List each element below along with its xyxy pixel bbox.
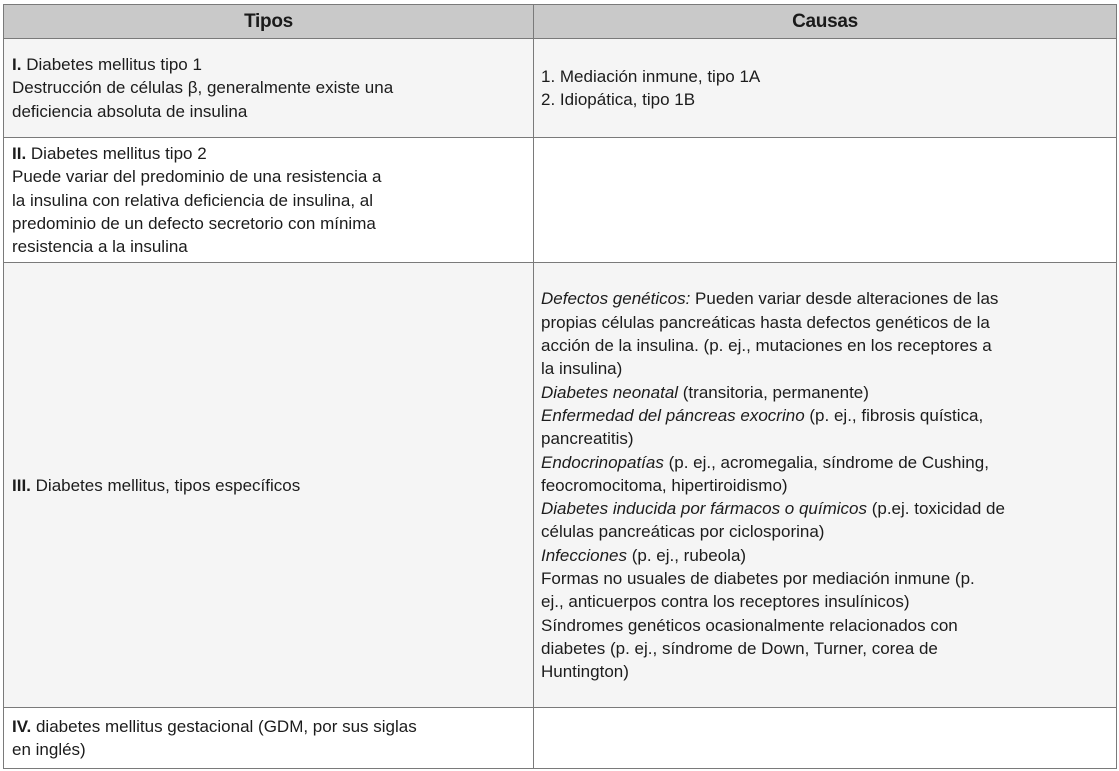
type-cell-4 bbox=[4, 708, 534, 769]
cause-term: Diabetes inducida por fármacos o químicos bbox=[541, 499, 867, 519]
type-desc-line: deficiencia absoluta de insulina bbox=[12, 101, 248, 121]
type-heading bbox=[12, 142, 525, 165]
diabetes-types-table bbox=[3, 4, 1117, 769]
table-header-row bbox=[4, 5, 1117, 39]
cause-line: Síndromes genéticos ocasionalmente relacionados con bbox=[541, 615, 958, 635]
cause-cell-4 bbox=[534, 708, 1117, 769]
cause-text: (transitoria, permanente) bbox=[678, 382, 869, 402]
cause-line: la insulina) bbox=[541, 359, 623, 379]
cause-text: (p.ej. toxicidad de bbox=[867, 499, 1005, 519]
cause-term: Defectos genéticos: bbox=[541, 289, 691, 309]
table-row bbox=[4, 39, 1117, 138]
type-cell-3 bbox=[4, 263, 534, 708]
cause-line bbox=[541, 404, 1108, 427]
cause-line: ej., anticuerpos contra los receptores insulínicos) bbox=[541, 592, 910, 612]
cause-text: Pueden variar desde alteraciones de las bbox=[690, 289, 999, 309]
cause-term: Enfermedad del páncreas exocrino bbox=[541, 405, 805, 425]
table-row bbox=[4, 263, 1117, 708]
cause-cell-1 bbox=[534, 39, 1117, 138]
cause-line: diabetes (p. ej., síndrome de Down, Turner, corea de bbox=[541, 638, 938, 658]
cause-line: propias células pancreáticas hasta defectos genéticos de la bbox=[541, 312, 990, 332]
cause-text: (p. ej., rubeola) bbox=[627, 545, 747, 565]
type-title: Diabetes mellitus tipo 1 bbox=[26, 55, 202, 75]
cause-term: Endocrinopatías bbox=[541, 452, 664, 472]
type-desc-line: en inglés) bbox=[12, 740, 86, 760]
cause-line: acción de la insulina. (p. ej., mutaciones en los receptores a bbox=[541, 336, 992, 356]
cause-line: células pancreáticas por ciclosporina) bbox=[541, 522, 825, 542]
cause-text: (p. ej., fibrosis quística, bbox=[804, 405, 984, 425]
type-title: Diabetes mellitus tipo 2 bbox=[30, 144, 207, 163]
cause-line: 2. Idiopática, tipo 1B bbox=[541, 90, 696, 109]
type-desc-line: predominio de un defecto secretorio con mínima bbox=[12, 213, 376, 233]
type-desc-line: Puede variar del predominio de una resistencia a bbox=[12, 167, 382, 187]
type-title: Diabetes mellitus, tipos específicos bbox=[35, 475, 301, 495]
cause-line bbox=[541, 544, 1108, 567]
cause-line: 1. Mediación inmune, tipo 1A bbox=[541, 66, 761, 86]
table-row bbox=[4, 708, 1117, 769]
type-heading bbox=[12, 53, 525, 76]
type-title: diabetes mellitus gestacional (GDM, por sus siglas bbox=[35, 717, 417, 737]
cause-text: (p. ej., acromegalia, síndrome de Cushing, bbox=[663, 452, 989, 472]
roman-numeral: I. bbox=[12, 55, 22, 75]
cause-line: Formas no usuales de diabetes por mediación inmune (p. bbox=[541, 569, 975, 589]
type-cell-1 bbox=[4, 39, 534, 138]
cause-line: pancreatitis) bbox=[541, 429, 634, 449]
type-heading bbox=[12, 715, 525, 738]
cause-line bbox=[541, 381, 1108, 404]
type-desc-line: resistencia a la insulina bbox=[12, 237, 188, 257]
type-heading bbox=[12, 474, 525, 497]
header-causas: Causas bbox=[534, 5, 1117, 39]
cause-line bbox=[541, 287, 1108, 310]
cause-cell-2 bbox=[534, 138, 1117, 263]
cause-line: feocromocitoma, hipertiroidismo) bbox=[541, 475, 788, 495]
cause-term: Diabetes neonatal bbox=[541, 382, 679, 402]
header-tipos: Tipos bbox=[4, 5, 534, 39]
roman-numeral: III. bbox=[12, 475, 31, 495]
table-row bbox=[4, 138, 1117, 263]
cause-cell-3 bbox=[534, 263, 1117, 708]
type-cell-2 bbox=[4, 138, 534, 263]
cause-line bbox=[541, 497, 1108, 520]
cause-line: Huntington) bbox=[541, 662, 629, 682]
type-desc-line: Destrucción de células β, generalmente existe una bbox=[12, 78, 394, 98]
cause-line bbox=[541, 451, 1108, 474]
roman-numeral: IV. bbox=[12, 717, 32, 737]
cause-term: Infecciones bbox=[541, 545, 627, 565]
type-desc-line: la insulina con relativa deficiencia de insulina, al bbox=[12, 190, 373, 210]
roman-numeral: II. bbox=[12, 144, 27, 163]
